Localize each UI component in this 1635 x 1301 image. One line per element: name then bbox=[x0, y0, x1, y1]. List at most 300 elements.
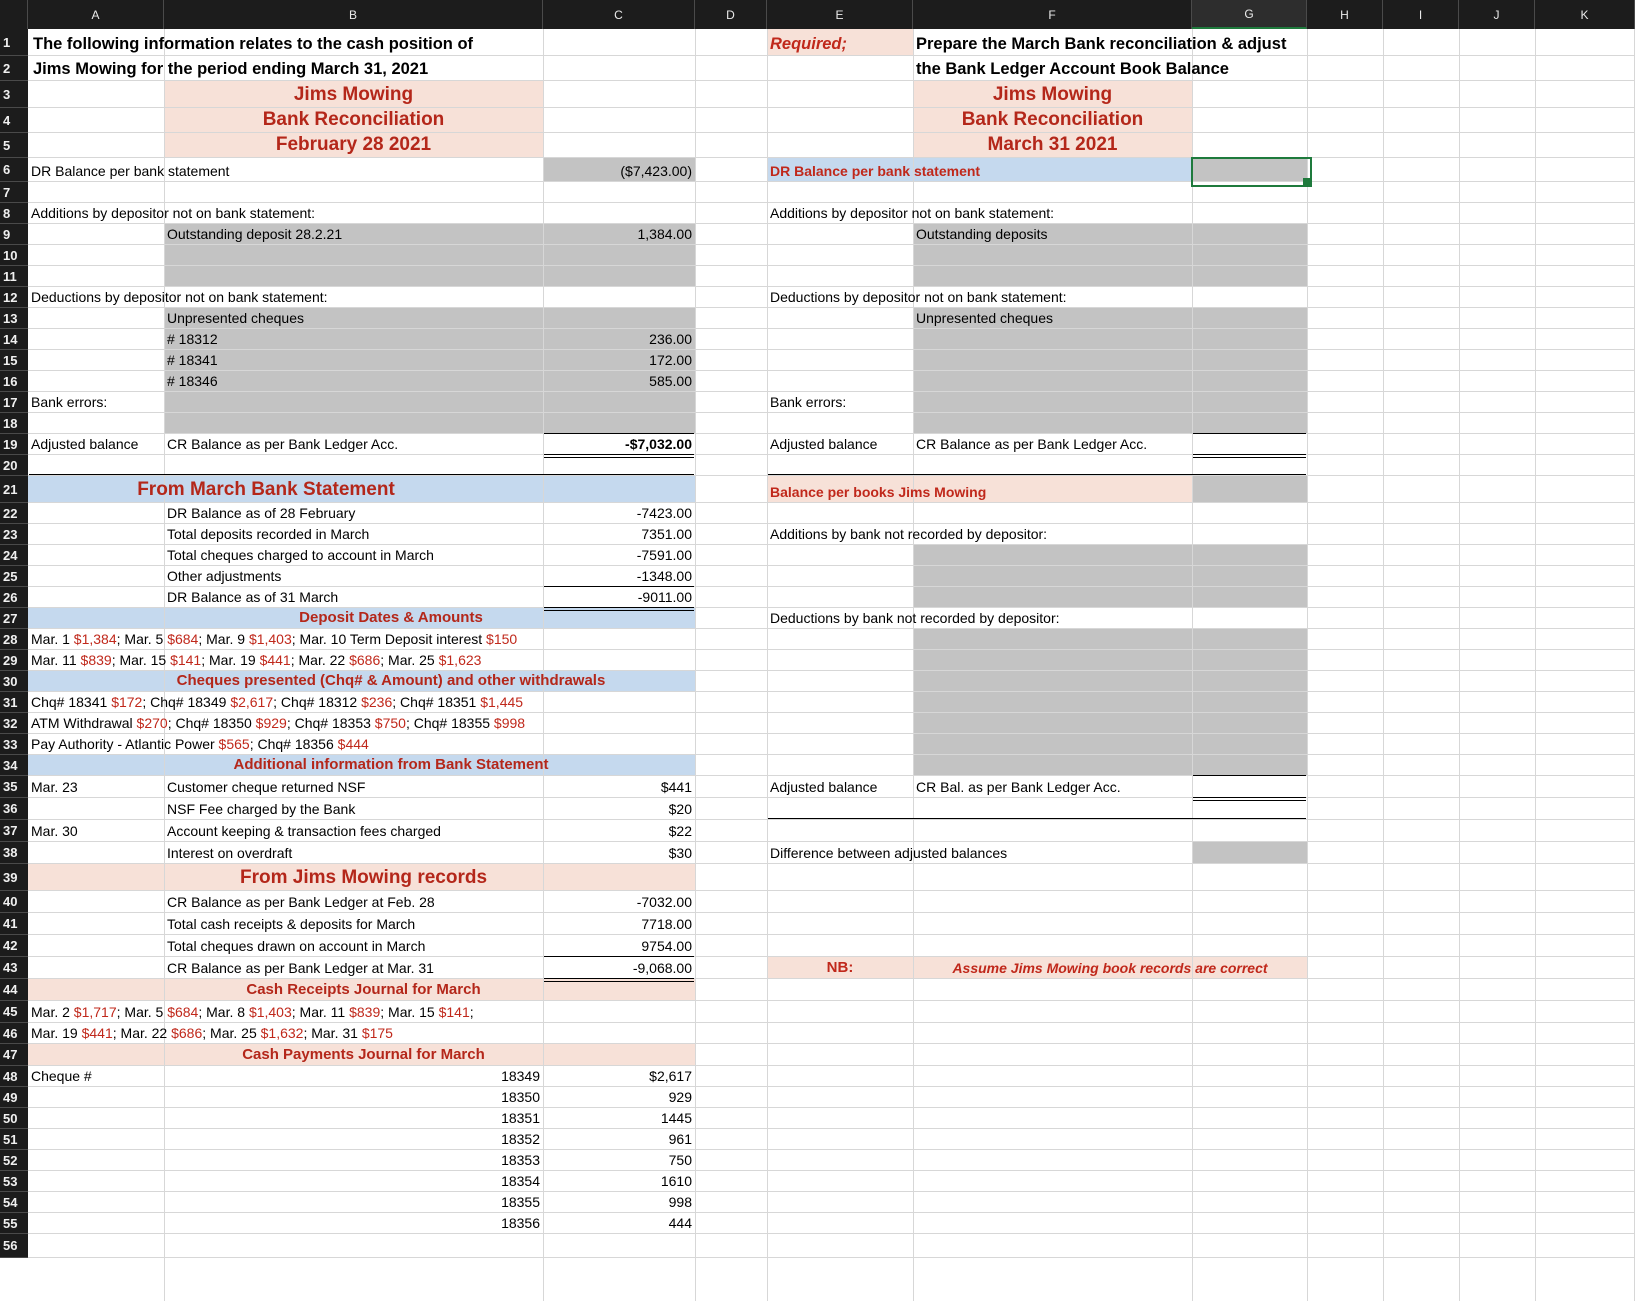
amount: $1,403 bbox=[248, 1004, 292, 1020]
grid-row-line bbox=[28, 1170, 1635, 1171]
march-statement-title: From March Bank Statement bbox=[137, 479, 395, 500]
amount: $1,717 bbox=[73, 1004, 117, 1020]
row-header-47[interactable]: 47 bbox=[0, 1044, 28, 1066]
receipt-line bbox=[31, 1026, 393, 1040]
row-header-17[interactable]: 17 bbox=[0, 392, 28, 413]
amount: $929 bbox=[255, 715, 287, 731]
row-header-7[interactable]: 7 bbox=[0, 182, 28, 203]
row-header-25[interactable]: 25 bbox=[0, 566, 28, 587]
row-header-33[interactable]: 33 bbox=[0, 734, 28, 755]
row-header-16[interactable]: 16 bbox=[0, 371, 28, 392]
text-part: ; Chq# 18349 bbox=[142, 694, 231, 710]
statement-row-value: -9011.00 bbox=[637, 589, 692, 605]
title-company: Jims Mowing bbox=[293, 84, 414, 105]
row-header-21[interactable]: 21 bbox=[0, 476, 28, 503]
payment-amount: 998 bbox=[668, 1194, 692, 1210]
grid-row-line bbox=[28, 1257, 1635, 1258]
grid-row-line bbox=[28, 433, 1635, 434]
grid-row-line bbox=[28, 1128, 1635, 1129]
unpresented-block bbox=[164, 308, 695, 434]
unpresented-label: Unpresented cheques bbox=[167, 310, 304, 326]
row-header-31[interactable]: 31 bbox=[0, 692, 28, 713]
text-part: ; bbox=[469, 1004, 474, 1020]
grid-row-line bbox=[28, 502, 1635, 503]
record-value: -9,068.00 bbox=[632, 960, 692, 976]
text-part: ; Mar. 15 bbox=[111, 652, 171, 668]
payment-cheque-no: 18356 bbox=[501, 1215, 540, 1231]
addl-value: $30 bbox=[668, 845, 692, 861]
row-header-3[interactable]: 3 bbox=[0, 81, 28, 108]
grid-col-line bbox=[1535, 29, 1536, 1301]
statement-row-label: DR Balance as of 31 March bbox=[167, 589, 339, 605]
grid-row-line bbox=[28, 863, 1635, 864]
row-header-37[interactable]: 37 bbox=[0, 820, 28, 842]
statement-row-label: Other adjustments bbox=[167, 568, 282, 584]
row-header-27[interactable]: 27 bbox=[0, 608, 28, 629]
cheques-presented-title: Cheques presented (Chq# & Amount) and other withdrawals bbox=[176, 672, 606, 689]
right-dr-label: DR Balance per bank statement bbox=[770, 163, 981, 179]
payment-cheque-no: 18353 bbox=[501, 1152, 540, 1168]
column-header-j[interactable]: J bbox=[1459, 0, 1535, 29]
statement-row-label: DR Balance as of 28 February bbox=[167, 505, 356, 521]
deposit-dates-title: Deposit Dates & Amounts bbox=[299, 609, 483, 626]
addl-label: NSF Fee charged by the Bank bbox=[167, 801, 356, 817]
right-title-report: Bank Reconciliation bbox=[961, 109, 1144, 130]
text-part: ; Mar. 10 Term Deposit interest bbox=[291, 631, 487, 647]
amount: $686 bbox=[349, 652, 381, 668]
addl-value: $22 bbox=[668, 823, 692, 839]
grid-row-line bbox=[28, 956, 1635, 957]
grid-row-line bbox=[28, 202, 1635, 203]
deductions-label: Deductions by depositor not on bank statement: bbox=[31, 289, 328, 305]
amount: $839 bbox=[80, 652, 112, 668]
right-cr2-label: CR Bal. as per Bank Ledger Acc. bbox=[916, 779, 1121, 795]
column-header-h[interactable]: H bbox=[1307, 0, 1383, 29]
grid-row-line bbox=[28, 1086, 1635, 1087]
column-header-g[interactable]: G bbox=[1192, 0, 1307, 29]
row-header-26[interactable]: 26 bbox=[0, 587, 28, 608]
statement-row-value: -7591.00 bbox=[636, 547, 692, 563]
row-header-51[interactable]: 51 bbox=[0, 1129, 28, 1150]
amount: $172 bbox=[111, 694, 143, 710]
grid-row-line bbox=[28, 286, 1635, 287]
statement-row-label: Total deposits recorded in March bbox=[167, 526, 370, 542]
deposit-line bbox=[31, 632, 517, 646]
record-value: -7032.00 bbox=[636, 894, 692, 910]
row-header-44[interactable]: 44 bbox=[0, 979, 28, 1001]
grid-row-line bbox=[28, 454, 1635, 455]
cheque-number: # 18346 bbox=[167, 373, 218, 389]
grid-row-line bbox=[28, 691, 1635, 692]
row-header-5[interactable]: 5 bbox=[0, 133, 28, 158]
grid-col-line bbox=[1383, 29, 1384, 1301]
amount: $441 bbox=[81, 1025, 113, 1041]
text-part: ; Chq# 18356 bbox=[249, 736, 338, 752]
row-header-22[interactable]: 22 bbox=[0, 503, 28, 524]
row-header-46[interactable]: 46 bbox=[0, 1023, 28, 1044]
outstanding-deposit-value: 1,384.00 bbox=[637, 226, 692, 242]
intro-line-1: The following information relates to the cash position of bbox=[33, 34, 474, 53]
payment-amount: 961 bbox=[668, 1131, 692, 1147]
records-title: From Jims Mowing records bbox=[239, 867, 488, 888]
row-header-50[interactable]: 50 bbox=[0, 1108, 28, 1129]
text-part: ; Mar. 31 bbox=[303, 1025, 362, 1041]
column-header-d[interactable]: D bbox=[695, 0, 767, 29]
row-header-20[interactable]: 20 bbox=[0, 455, 28, 476]
grid-row-line bbox=[28, 565, 1635, 566]
addl-label: Account keeping & transaction fees charged bbox=[167, 823, 441, 839]
cheque-line bbox=[31, 695, 523, 709]
rule bbox=[544, 586, 694, 587]
payment-amount: 929 bbox=[668, 1089, 692, 1105]
row-header-13[interactable]: 13 bbox=[0, 308, 28, 329]
row-header-32[interactable]: 32 bbox=[0, 713, 28, 734]
outstanding-deposit-label: Outstanding deposit 28.2.21 bbox=[167, 226, 343, 242]
row-header-34[interactable]: 34 bbox=[0, 755, 28, 776]
cheque-number: # 18341 bbox=[167, 352, 218, 368]
text-part: ; Mar. 25 bbox=[380, 652, 439, 668]
amount: $1,384 bbox=[73, 631, 117, 647]
amount: $839 bbox=[349, 1004, 381, 1020]
text-part: ATM Withdrawal bbox=[31, 715, 137, 731]
right-outstanding-deposits: Outstanding deposits bbox=[916, 226, 1048, 242]
bank-deductions-label: Deductions by bank not recorded by depositor: bbox=[770, 610, 1060, 626]
text-part: ; Chq# 18355 bbox=[405, 715, 494, 731]
fill-handle[interactable] bbox=[1303, 178, 1310, 185]
rule bbox=[1193, 433, 1306, 434]
rule bbox=[1193, 457, 1306, 458]
rule bbox=[1193, 797, 1306, 798]
cr-balance-label: CR Balance as per Bank Ledger Acc. bbox=[167, 436, 399, 452]
record-label: Total cash receipts & deposits for March bbox=[167, 916, 416, 932]
row-header-56[interactable]: 56 bbox=[0, 1234, 28, 1258]
nb-label: NB: bbox=[826, 959, 854, 976]
grid-row-line bbox=[28, 132, 1635, 133]
text-part: ; Mar. 19 bbox=[201, 652, 260, 668]
rule bbox=[544, 454, 694, 455]
task-line-1: Prepare the March Bank reconciliation & adjust bbox=[916, 34, 1287, 53]
amount: $444 bbox=[337, 736, 369, 752]
grid-row-line bbox=[28, 1212, 1635, 1213]
payment-cheque-no: 18350 bbox=[501, 1089, 540, 1105]
row-header-11[interactable]: 11 bbox=[0, 266, 28, 287]
row-header-42[interactable]: 42 bbox=[0, 935, 28, 957]
rule bbox=[1193, 800, 1306, 801]
additions-label: Additions by depositor not on bank statement: bbox=[31, 205, 316, 221]
amount: $141 bbox=[170, 652, 202, 668]
row-header-12[interactable]: 12 bbox=[0, 287, 28, 308]
addl-label: Customer cheque returned NSF bbox=[167, 779, 366, 795]
grid-row-line bbox=[28, 1107, 1635, 1108]
rule bbox=[768, 474, 1306, 475]
payment-amount: 750 bbox=[668, 1152, 692, 1168]
grid-row-line bbox=[28, 265, 1635, 266]
right-cr-label: CR Balance as per Bank Ledger Acc. bbox=[916, 436, 1148, 452]
amount: $175 bbox=[361, 1025, 393, 1041]
select-all-corner[interactable] bbox=[0, 0, 28, 29]
grid-row-line bbox=[28, 649, 1635, 650]
text-part: Mar. 19 bbox=[31, 1025, 82, 1041]
task-line-2: the Bank Ledger Account Book Balance bbox=[916, 59, 1229, 78]
rule bbox=[544, 433, 694, 434]
statement-row-value: -1348.00 bbox=[636, 568, 692, 584]
row-header-48[interactable]: 48 bbox=[0, 1066, 28, 1087]
intro-line-2: Jims Mowing for the period ending March 31, 2021 bbox=[33, 59, 429, 78]
amount: $998 bbox=[493, 715, 526, 731]
row-header-15[interactable]: 15 bbox=[0, 350, 28, 371]
row-header-41[interactable]: 41 bbox=[0, 913, 28, 935]
statement-row-label: Total cheques charged to account in March bbox=[167, 547, 434, 563]
title-report: Bank Reconciliation bbox=[262, 109, 445, 130]
grid-row-line bbox=[28, 412, 1635, 413]
text-part: ; Mar. 11 bbox=[291, 1004, 350, 1020]
grid-row-line bbox=[28, 670, 1635, 671]
cheque-amount: 172.00 bbox=[649, 352, 692, 368]
amount: $141 bbox=[438, 1004, 470, 1020]
grid-row-line bbox=[28, 55, 1635, 56]
assume-note: Assume Jims Mowing book records are correct bbox=[952, 960, 1268, 976]
row-header-43[interactable]: 43 bbox=[0, 957, 28, 979]
text-part: ; Chq# 18353 bbox=[286, 715, 375, 731]
books-balance-label: Balance per books Jims Mowing bbox=[770, 484, 987, 500]
row-header-23[interactable]: 23 bbox=[0, 524, 28, 545]
grid-row-line bbox=[28, 890, 1635, 891]
text-part: ; Mar. 22 bbox=[290, 652, 350, 668]
column-header-e[interactable]: E bbox=[767, 0, 913, 29]
row-header-54[interactable]: 54 bbox=[0, 1192, 28, 1213]
right-bank-errors: Bank errors: bbox=[770, 394, 847, 410]
grid-row-line bbox=[28, 712, 1635, 713]
selected-cell-g6[interactable] bbox=[1191, 157, 1312, 187]
grid-row-line bbox=[28, 586, 1635, 587]
payment-cheque-no: 18354 bbox=[501, 1173, 540, 1189]
unpresented-right-block bbox=[913, 308, 1307, 434]
grid-row-line bbox=[28, 157, 1635, 158]
statement-row-value: -7423.00 bbox=[636, 505, 692, 521]
payment-cheque-no: 18352 bbox=[501, 1131, 540, 1147]
text-part: Mar. 2 bbox=[31, 1004, 74, 1020]
grid-row-line bbox=[28, 733, 1635, 734]
title-date: February 28 2021 bbox=[275, 134, 432, 155]
row-header-36[interactable]: 36 bbox=[0, 798, 28, 820]
grid-row-line bbox=[28, 475, 1635, 476]
payment-amount: 1445 bbox=[660, 1110, 692, 1126]
difference-label: Difference between adjusted balances bbox=[770, 845, 1008, 861]
amount: $270 bbox=[136, 715, 168, 731]
amount: $684 bbox=[167, 1004, 199, 1020]
record-label: CR Balance as per Bank Ledger at Mar. 31 bbox=[167, 960, 434, 976]
amount: $686 bbox=[171, 1025, 203, 1041]
column-header-f[interactable]: F bbox=[913, 0, 1192, 29]
grid-row-line bbox=[28, 223, 1635, 224]
bank-errors-label: Bank errors: bbox=[31, 394, 108, 410]
payment-amount: 444 bbox=[668, 1215, 692, 1231]
cheque-column-header: Cheque # bbox=[31, 1068, 92, 1084]
addl-value: $441 bbox=[660, 779, 692, 795]
grid-row-line bbox=[28, 628, 1635, 629]
right-title-company: Jims Mowing bbox=[992, 84, 1113, 105]
text-part: ; Mar. 25 bbox=[202, 1025, 261, 1041]
rule bbox=[1193, 454, 1306, 455]
text-part: ; Mar. 9 bbox=[198, 631, 249, 647]
grid-row-line bbox=[28, 754, 1635, 755]
text-part: Mar. 1 bbox=[31, 631, 74, 647]
amount: $565 bbox=[218, 736, 250, 752]
text-part: ; Mar. 15 bbox=[380, 1004, 439, 1020]
right-additions-label: Additions by depositor not on bank statement: bbox=[770, 205, 1055, 221]
column-header-i[interactable]: I bbox=[1383, 0, 1459, 29]
grid-row-line bbox=[28, 1065, 1635, 1066]
grid-row-line bbox=[28, 523, 1635, 524]
adjusted-balance-value: -$7,032.00 bbox=[625, 436, 692, 452]
row-header-6[interactable]: 6 bbox=[0, 158, 28, 182]
text-part: Mar. 11 bbox=[31, 652, 81, 668]
grid-row-line bbox=[28, 775, 1635, 776]
cheque-line bbox=[31, 737, 369, 751]
amount: $1,623 bbox=[438, 652, 482, 668]
row-header-2[interactable]: 2 bbox=[0, 56, 28, 81]
amount: $1,445 bbox=[480, 694, 524, 710]
row-header-55[interactable]: 55 bbox=[0, 1213, 28, 1234]
row-header-9[interactable]: 9 bbox=[0, 224, 28, 245]
rule bbox=[544, 956, 694, 957]
amount: $750 bbox=[374, 715, 406, 731]
cash-receipts-title: Cash Receipts Journal for March bbox=[246, 981, 481, 998]
rule bbox=[544, 607, 694, 608]
amount: $236 bbox=[361, 694, 393, 710]
text-part: ; Mar. 5 bbox=[116, 1004, 168, 1020]
grid-row-line bbox=[28, 841, 1635, 842]
books-value-cell bbox=[1192, 476, 1307, 503]
grid-row-line bbox=[28, 1191, 1635, 1192]
row-header-18[interactable]: 18 bbox=[0, 413, 28, 434]
row-header-35[interactable]: 35 bbox=[0, 776, 28, 798]
addl-date: Mar. 30 bbox=[31, 823, 78, 839]
grid-row-line bbox=[28, 1233, 1635, 1234]
statement-row-value: 7351.00 bbox=[641, 526, 692, 542]
rule bbox=[768, 818, 1306, 819]
grid-row-line bbox=[28, 1000, 1635, 1001]
receipt-line bbox=[31, 1005, 474, 1019]
payment-amount: 1610 bbox=[660, 1173, 692, 1189]
text-part: ; Chq# 18350 bbox=[167, 715, 256, 731]
grid-row-line bbox=[28, 307, 1635, 308]
record-value: 9754.00 bbox=[641, 938, 692, 954]
rule bbox=[29, 474, 694, 475]
payment-cheque-no: 18355 bbox=[501, 1194, 540, 1210]
row-header-8[interactable]: 8 bbox=[0, 203, 28, 224]
bank-additions-label: Additions by bank not recorded by depositor: bbox=[770, 526, 1048, 542]
row-header-40[interactable]: 40 bbox=[0, 891, 28, 913]
grid-row-line bbox=[28, 1043, 1635, 1044]
row-header-28[interactable]: 28 bbox=[0, 629, 28, 650]
payment-cheque-no: 18349 bbox=[501, 1068, 540, 1084]
grid-row-line bbox=[28, 797, 1635, 798]
cheque-line bbox=[31, 716, 525, 730]
row-header-14[interactable]: 14 bbox=[0, 329, 28, 350]
row-header-49[interactable]: 49 bbox=[0, 1087, 28, 1108]
required-label: Required; bbox=[770, 34, 848, 53]
row-header-30[interactable]: 30 bbox=[0, 671, 28, 692]
row-header-19[interactable]: 19 bbox=[0, 434, 28, 455]
row-header-24[interactable]: 24 bbox=[0, 545, 28, 566]
grid-row-line bbox=[28, 391, 1635, 392]
row-header-52[interactable]: 52 bbox=[0, 1150, 28, 1171]
rule bbox=[1193, 775, 1306, 776]
row-header-38[interactable]: 38 bbox=[0, 842, 28, 864]
right-unpresented: Unpresented cheques bbox=[916, 310, 1053, 326]
dr-balance-label: DR Balance per bank statement bbox=[31, 163, 230, 179]
right-adjusted2-label: Adjusted balance bbox=[770, 779, 878, 795]
row-header-39[interactable]: 39 bbox=[0, 864, 28, 891]
addl-value: $20 bbox=[668, 801, 692, 817]
cheque-number: # 18312 bbox=[167, 331, 218, 347]
amount: $1,403 bbox=[248, 631, 292, 647]
grid-row-line bbox=[28, 1022, 1635, 1023]
record-label: CR Balance as per Bank Ledger at Feb. 28 bbox=[167, 894, 435, 910]
amount: $684 bbox=[167, 631, 199, 647]
record-label: Total cheques drawn on account in March bbox=[167, 938, 426, 954]
rule bbox=[544, 978, 694, 979]
addl-label: Interest on overdraft bbox=[167, 845, 293, 861]
adjusted-balance-label: Adjusted balance bbox=[31, 436, 139, 452]
row-header-45[interactable]: 45 bbox=[0, 1001, 28, 1023]
additions-bank-block bbox=[913, 545, 1307, 608]
text-part: Chq# 18341 bbox=[31, 694, 112, 710]
payment-cheque-no: 18351 bbox=[501, 1110, 540, 1126]
row-header-1[interactable]: 1 bbox=[0, 29, 28, 56]
column-header-a[interactable]: A bbox=[28, 0, 164, 29]
grid-col-line bbox=[695, 29, 696, 1301]
column-header-c[interactable]: C bbox=[543, 0, 695, 29]
right-adjusted-label: Adjusted balance bbox=[770, 436, 878, 452]
grid-row-line bbox=[28, 244, 1635, 245]
grid-row-line bbox=[28, 607, 1635, 608]
text-part: ; Chq# 18312 bbox=[273, 694, 362, 710]
grid-row-line bbox=[28, 107, 1635, 108]
column-header-k[interactable]: K bbox=[1535, 0, 1635, 29]
grid-row-line bbox=[28, 181, 1635, 182]
row-header-10[interactable]: 10 bbox=[0, 245, 28, 266]
row-header-4[interactable]: 4 bbox=[0, 108, 28, 133]
grid-col-line bbox=[767, 29, 768, 1301]
grid-col-line bbox=[1459, 29, 1460, 1301]
cash-payments-title: Cash Payments Journal for March bbox=[242, 1046, 485, 1063]
grid-row-line bbox=[28, 1149, 1635, 1150]
right-title-date: March 31 2021 bbox=[987, 134, 1118, 155]
text-part: ; Mar. 5 bbox=[116, 631, 168, 647]
record-value: 7718.00 bbox=[641, 916, 692, 932]
text-part: ; Chq# 18351 bbox=[392, 694, 481, 710]
grid-row-line bbox=[28, 819, 1635, 820]
text-part: ; Mar. 22 bbox=[112, 1025, 172, 1041]
row-header-53[interactable]: 53 bbox=[0, 1171, 28, 1192]
grid-row-line bbox=[28, 370, 1635, 371]
grid-row-line bbox=[28, 80, 1635, 81]
payment-amount: $2,617 bbox=[649, 1068, 692, 1084]
grid-row-line bbox=[28, 978, 1635, 979]
column-header-b[interactable]: B bbox=[164, 0, 543, 29]
text-part: Pay Authority - Atlantic Power bbox=[31, 736, 219, 752]
dr-balance-value: ($7,423.00) bbox=[620, 163, 692, 179]
grid-row-line bbox=[28, 912, 1635, 913]
cheque-amount: 585.00 bbox=[649, 373, 692, 389]
additional-info-title: Additional information from Bank Statement bbox=[233, 756, 549, 773]
grid-row-line bbox=[28, 544, 1635, 545]
amount: $2,617 bbox=[230, 694, 274, 710]
amount: $150 bbox=[486, 631, 518, 647]
row-header-29[interactable]: 29 bbox=[0, 650, 28, 671]
